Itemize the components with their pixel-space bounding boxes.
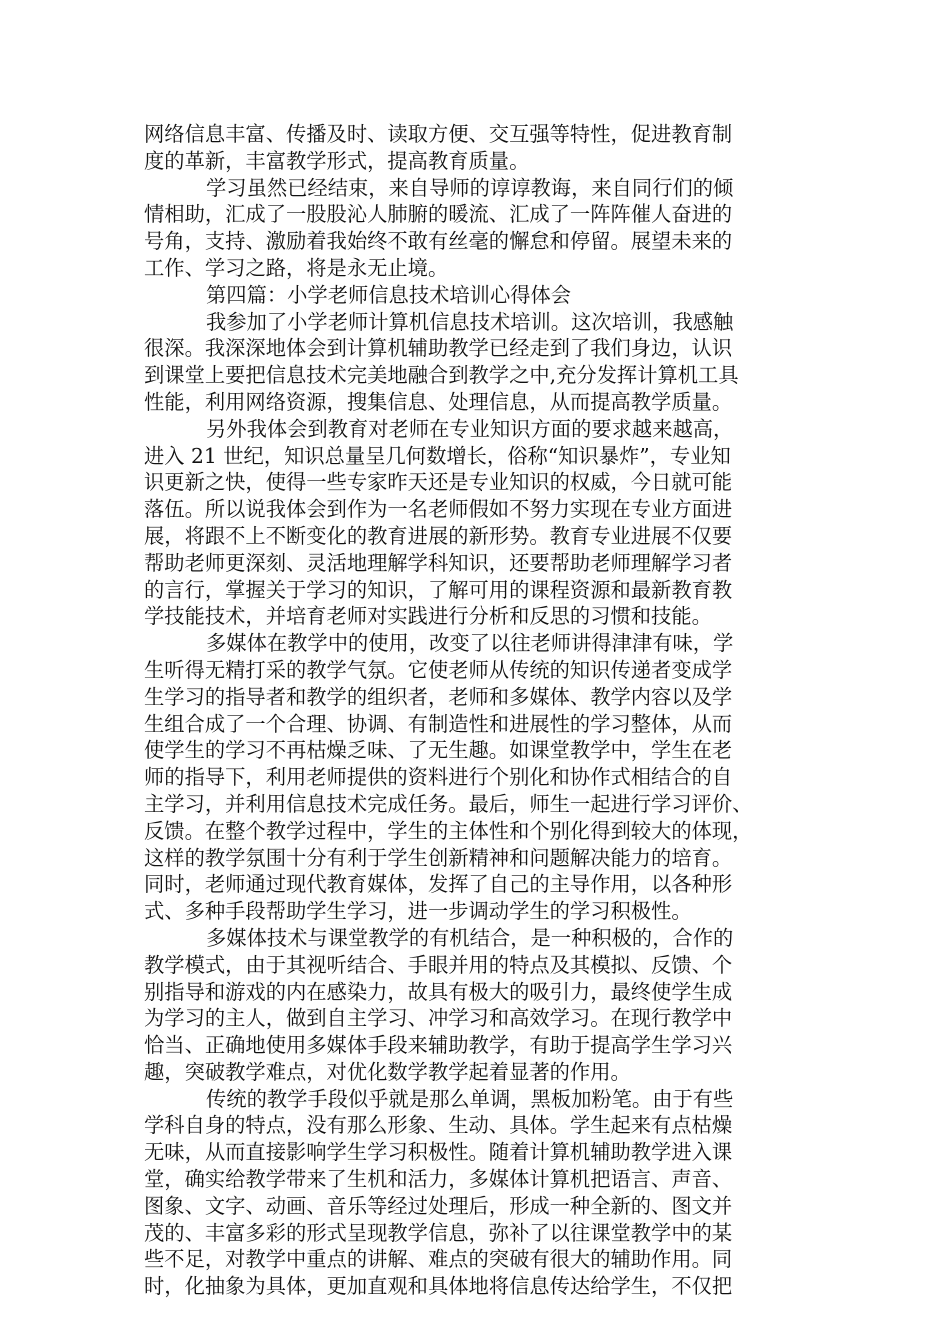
text-line: 教学模式，由于其视听结合、手眼并用的特点及其模拟、反馈、个 bbox=[144, 952, 733, 977]
text-line: 学科自身的特点，没有那么形象、生动、具体。学生起来有点枯燥 bbox=[144, 1113, 733, 1138]
text-line: 趣，突破教学难点，对优化数学教学起着显著的作用。 bbox=[144, 1059, 631, 1084]
text-line: 网络信息丰富、传播及时、读取方便、交互强等特性，促进教育制 bbox=[144, 122, 733, 146]
text-line: 反馈。在整个教学过程中，学生的主体性和个别化得到较大的体现， bbox=[144, 818, 753, 843]
text-line: 到课堂上要把信息技术完美地融合到教学之中,充分发挥计算机工具 bbox=[144, 363, 739, 388]
text-line: 帮助老师更深刻、灵活地理解学科知识，还要帮助老师理解学习者 bbox=[144, 550, 733, 575]
text-line: 另外我体会到教育对老师在专业知识方面的要求越来越高， bbox=[206, 416, 734, 441]
text-line: 师的指导下，利用老师提供的资料进行个别化和协作式相结合的自 bbox=[144, 765, 733, 790]
text-line: 图象、文字、动画、音乐等经过处理后，形成一种全新的、图文并 bbox=[144, 1193, 733, 1218]
text-line: 情相助，汇成了一股股沁人肺腑的暖流、汇成了一阵阵催人奋进的 bbox=[144, 202, 733, 227]
text-line: 生组合成了一个合理、协调、有制造性和进展性的学习整体，从而 bbox=[144, 711, 733, 736]
text-line: 生听得无精打采的教学气氛。它使老师从传统的知识传递者变成学 bbox=[144, 657, 733, 682]
text-line: 式、多种手段帮助学生学习，进一步调动学生的学习积极性。 bbox=[144, 899, 692, 924]
text-line: 学技能技术，并培育老师对实践进行分析和反思的习惯和技能。 bbox=[144, 604, 712, 629]
text-line: 性能，利用网络资源，搜集信息、处理信息，从而提高教学质量。 bbox=[144, 389, 733, 414]
text-line: 别指导和游戏的内在感染力，故具有极大的吸引力，最终使学生成 bbox=[144, 979, 733, 1004]
text-line: 恰当、正确地使用多媒体手段来辅助教学，有助于提高学生学习兴 bbox=[144, 1033, 733, 1058]
text-line: 我参加了小学老师计算机信息技术培训。这次培训，我感触 bbox=[206, 309, 734, 334]
text-line: 识更新之快，使得一些专家昨天还是专业知识的权威，今日就可能 bbox=[144, 470, 733, 495]
text-line: 多媒体技术与课堂教学的有机结合，是一种积极的，合作的 bbox=[206, 925, 734, 950]
text-line: 学习虽然已经结束，来自导师的谆谆教诲，来自同行们的倾 bbox=[206, 175, 734, 200]
text-line: 很深。我深深地体会到计算机辅助教学已经走到了我们身边，认识 bbox=[144, 336, 733, 361]
text-line: 为学习的主人，做到自主学习、冲学习和高效学习。在现行教学中 bbox=[144, 1006, 733, 1031]
text-line: 号角，支持、激励着我始终不敢有丝毫的懈怠和停留。展望未来的 bbox=[144, 229, 733, 254]
text-line: 使学生的学习不再枯燥乏味、了无生趣。如课堂教学中，学生在老 bbox=[144, 738, 733, 763]
text-line: 进入 21 世纪，知识总量呈几何数增长，俗称“知识暴炸”，专业知 bbox=[144, 443, 731, 468]
text-line: 度的革新，丰富教学形式，提高教育质量。 bbox=[144, 148, 530, 173]
text-line: 无味，从而直接影响学生学习积极性。随着计算机辅助教学进入课 bbox=[144, 1140, 733, 1165]
text-line: 生学习的指导者和教学的组织者，老师和多媒体、教学内容以及学 bbox=[144, 684, 733, 709]
text-line: 多媒体在教学中的使用，改变了以往老师讲得津津有味，学 bbox=[206, 631, 734, 656]
text-line: 些不足，对教学中重点的讲解、难点的突破有很大的辅助作用。同 bbox=[144, 1247, 733, 1272]
text-line: 第四篇：小学老师信息技术培训心得体会 bbox=[206, 282, 572, 307]
text-line: 落伍。所以说我体会到作为一名老师假如不努力实现在专业方面进 bbox=[144, 497, 733, 522]
text-line: 同时，老师通过现代教育媒体，发挥了自己的主导作用，以各种形 bbox=[144, 872, 733, 897]
text-line: 堂，确实给教学带来了生机和活力，多媒体计算机把语言、声音、 bbox=[144, 1167, 733, 1192]
text-line: 的言行，掌握关于学习的知识，了解可用的课程资源和最新教育教 bbox=[144, 577, 733, 602]
body-text bbox=[144, 121, 824, 1300]
text-line: 展，将跟不上不断变化的教育进展的新形势。教育专业进展不仅要 bbox=[144, 523, 733, 548]
text-line: 传统的教学手段似乎就是那么单调，黑板加粉笔。由于有些 bbox=[206, 1086, 734, 1111]
text-line: 时，化抽象为具体，更加直观和具体地将信息传达给学生，不仅把 bbox=[144, 1274, 733, 1299]
text-line: 茂的、丰富多彩的形式呈现教学信息，弥补了以往课堂教学中的某 bbox=[144, 1220, 733, 1245]
text-line: 这样的教学氛围十分有利于学生创新精神和问题解决能力的培育。 bbox=[144, 845, 733, 870]
text-line: 工作、学习之路，将是永无止境。 bbox=[144, 255, 449, 280]
text-line: 主学习，并利用信息技术完成任务。最后，师生一起进行学习评价、 bbox=[144, 791, 753, 816]
